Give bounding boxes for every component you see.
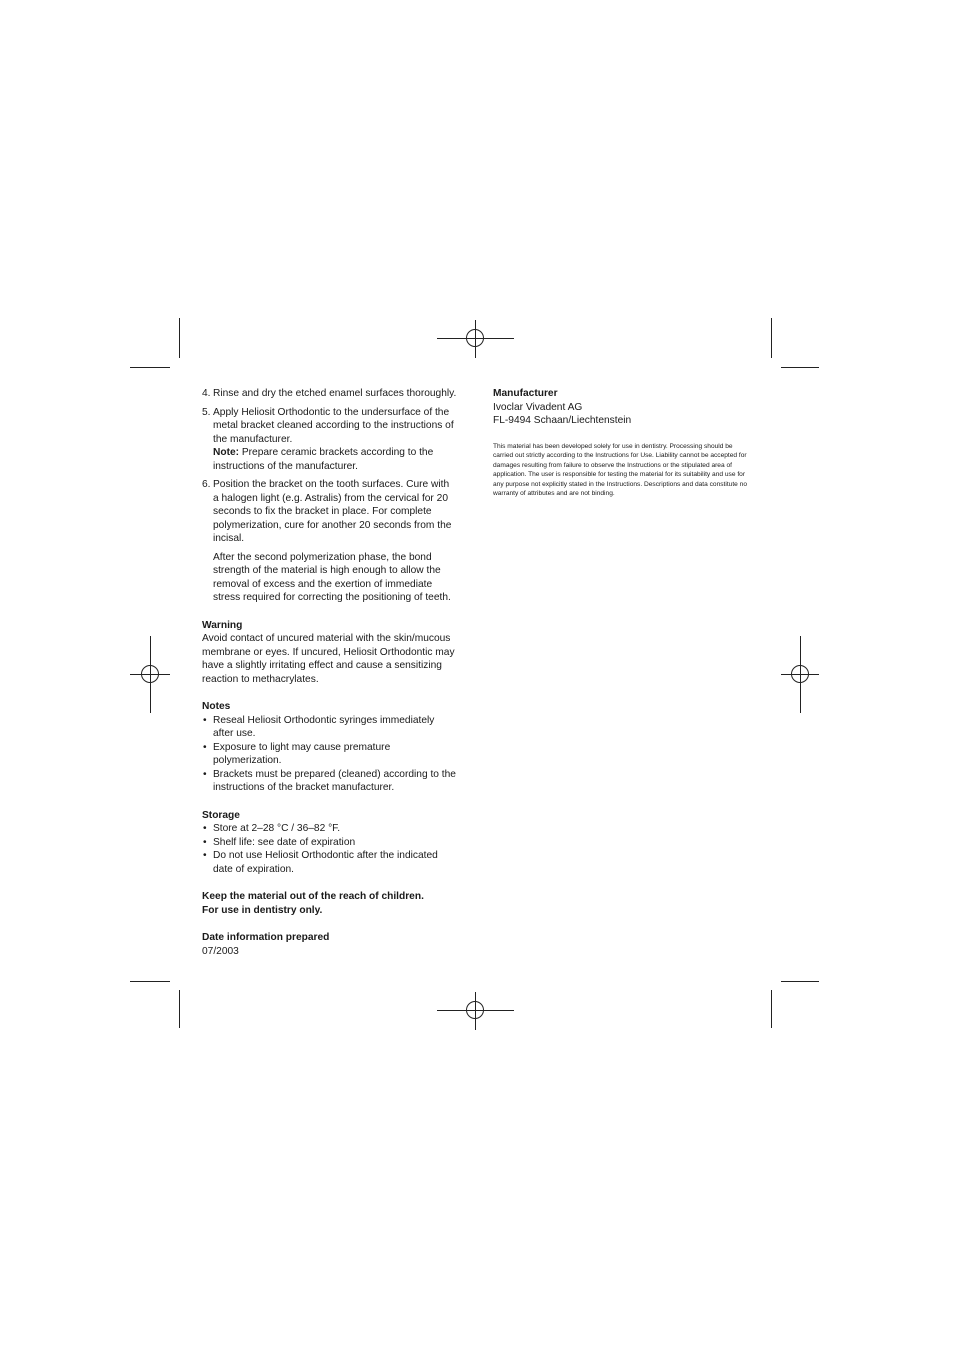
keep-out-block [202, 890, 457, 917]
step-text: Rinse and dry the etched enamel surfaces thoroughly. [213, 388, 457, 399]
bullet-icon: • [203, 741, 207, 753]
step-number: 5. [202, 406, 211, 418]
list-item: • Exposure to light may cause premature polymerization. [203, 741, 391, 766]
step-number: 6. [202, 479, 211, 490]
step-6 [202, 478, 457, 605]
date-info-title: Date information prepared [202, 932, 330, 943]
note-label: Note: [213, 447, 240, 458]
warning-title: Warning [202, 619, 243, 631]
list-item: • Shelf life: see date of expiration [203, 836, 356, 848]
dentistry-only-line: For use in dentistry only. [202, 904, 323, 916]
keep-out-line: Keep the material out of the reach of children. [202, 891, 424, 902]
step-4 [202, 387, 457, 401]
manufacturer-address: FL-9494 Schaan/Liechtenstein [493, 415, 632, 426]
list-item: • Store at 2–28 °C / 36–82 °F. [203, 823, 341, 834]
manufacturer-name: Ivoclar Vivadent AG [493, 401, 583, 413]
crop-mark-bottom-left-v [179, 990, 180, 1028]
manufacturer-title: Manufacturer [493, 388, 558, 399]
list-item: • Reseal Heliosit Orthodontic syringes immediately after use. [203, 714, 435, 739]
crop-mark-top-left-v [179, 318, 180, 358]
disclaimer-text: This material has been developed solely for use in dentistry. Processing should be carried out strictly according to the Instructions for Use. Liability cannot be accepted for damages resulting from failure to observe the Instructions or the stipulated area of application. The user is responsible for testing the material for its suitability and use for any purpose not explicitly stated in the Instructions. Descriptions and data constitute no warranty of attributes and are not binding. [493, 442, 748, 498]
registration-left-circle-icon [141, 665, 159, 683]
warning-text: Avoid contact of uncured material with the skin/mucous membrane or eyes. If uncured, Heliosit Orthodontic may have a slightly irritating effect and cause a sensitizing reaction to methacrylates. [202, 633, 455, 685]
crop-mark-top-right-v [771, 318, 772, 358]
crop-mark-bottom-right-v [771, 990, 772, 1028]
bullet-icon: • [203, 836, 207, 848]
step-text: Position the bracket on the tooth surfaces. Cure with a halogen light (e.g. Astralis) from the cervical for 20 seconds to fix the bracket in place. For complete polymerization, cure for another 20 seconds from the incisal. [213, 479, 452, 544]
step-5 [202, 406, 457, 474]
date-info-value: 07/2003 [202, 945, 239, 957]
crop-mark-top-left-h [130, 367, 170, 368]
list-item: • Brackets must be prepared (cleaned) according to the instructions of the bracket manufacturer. [203, 768, 456, 793]
registration-bottom-circle-icon [466, 1001, 484, 1019]
notes-title: Notes [202, 701, 231, 712]
step-text-main: Apply Heliosit Orthodontic to the undersurface of the metal bracket cleaned according to the instructions of the manufacturer. [213, 406, 454, 445]
registration-right-circle-icon [791, 665, 809, 683]
list-item: • Do not use Heliosit Orthodontic after the indicated date of expiration. [203, 850, 438, 875]
bullet-icon: • [203, 850, 207, 861]
bullet-icon: • [203, 823, 207, 834]
crop-mark-top-right-h [781, 367, 819, 368]
storage-list [202, 822, 457, 876]
bullet-icon: • [203, 768, 207, 780]
storage-title: Storage [202, 809, 240, 821]
bullet-icon: • [203, 714, 207, 726]
step-text-continued: After the second polymerization phase, the bond strength of the material is high enough to allow the removal of excess and the exertion of immediate stress required for correcting the positioning of teeth. [213, 551, 451, 603]
registration-top-circle-icon [466, 329, 484, 347]
step-number: 4. [202, 388, 211, 399]
left-column [202, 387, 457, 958]
crop-mark-bottom-left-h [130, 981, 170, 982]
step-text [213, 406, 457, 474]
note-text: Prepare ceramic brackets according to the instructions of the manufacturer. [213, 447, 434, 472]
right-column [493, 387, 751, 506]
crop-mark-bottom-right-h [781, 981, 819, 982]
notes-list [202, 714, 457, 795]
